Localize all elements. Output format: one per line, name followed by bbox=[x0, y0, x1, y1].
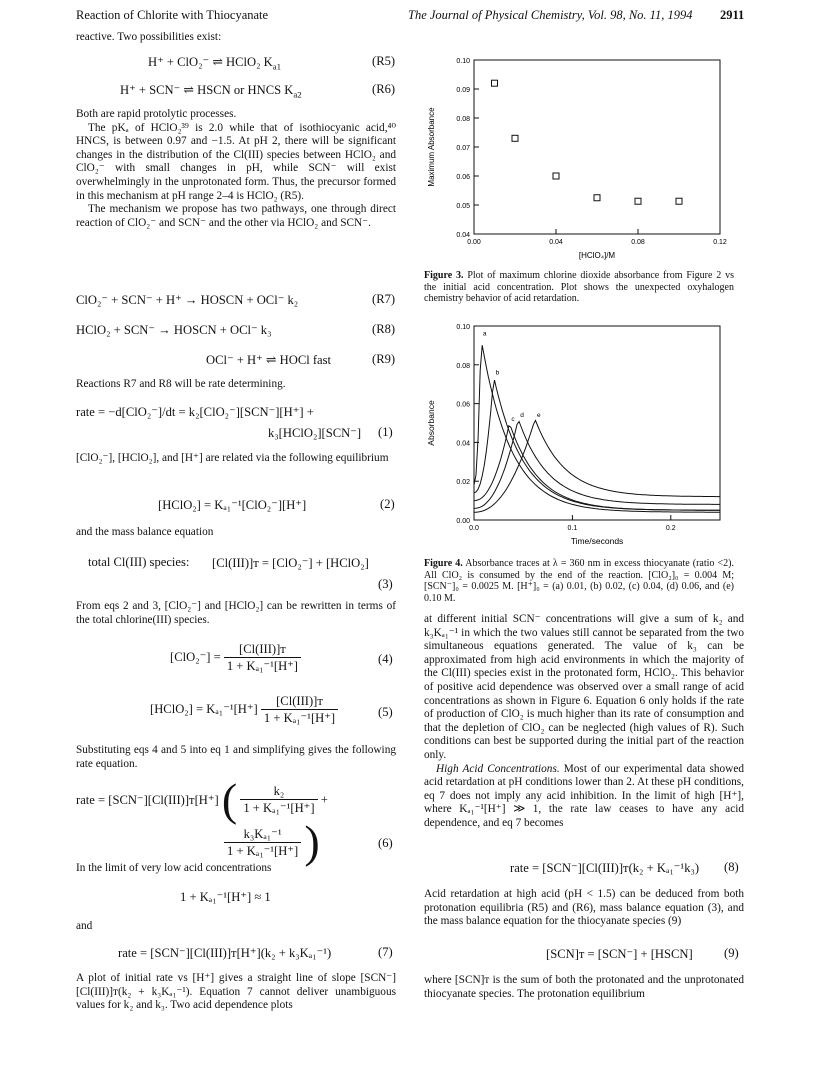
paragraph-mass-balance: and the mass balance equation bbox=[76, 526, 214, 538]
equation-r5-tag: (R5) bbox=[372, 54, 396, 68]
running-header-left: Reaction of Chlorite with Thiocyanate bbox=[76, 8, 269, 22]
page-number: 2911 bbox=[720, 8, 745, 22]
figure-3-caption: Figure 3. Plot of maximum chlorine dioxide absorbance from Figure 2 vs the initial acid concentration. Plot shows the unexpected oxyhalogen chemistry behavior of acid retardation. bbox=[424, 270, 734, 304]
equation-6-second-term: $\frac{\text{k₃Kₐ₁⁻¹}}{\text{1 + Kₐ₁⁻¹[H⁺]}}$ ) bbox=[224, 822, 320, 862]
figure-3-chart bbox=[410, 52, 740, 270]
equation-5: [HClO₂] = Kₐ₁⁻¹[H⁺] $\frac{\text{[Cl(III)]ᴛ}}{\text{1 + Kₐ₁⁻¹[H⁺]}}$ bbox=[150, 694, 338, 726]
equation-r9-tag: (R9) bbox=[372, 352, 396, 366]
y-tick-label: 0.08 bbox=[456, 116, 470, 123]
trace-label: a bbox=[482, 330, 487, 338]
equation-7: rate = [SCN⁻][Cl(III)]ᴛ[H⁺](k₂ + k₃Kₐ₁⁻¹) bbox=[118, 946, 332, 960]
equation-9-tag: (9) bbox=[724, 946, 739, 960]
x-tick-label: 0.08 bbox=[631, 239, 645, 246]
equation-6: rate = [SCN⁻][Cl(III)]ᴛ[H⁺] ( $\frac{\text{k₂}}{\text{1 + Kₐ₁⁻¹[H⁺]}}$ + bbox=[76, 774, 328, 825]
trace-label: d bbox=[520, 412, 524, 420]
trace-label: b bbox=[495, 369, 500, 377]
x-tick-label: 0.04 bbox=[549, 239, 563, 246]
trace-line bbox=[474, 380, 720, 510]
x-axis-label: Time/seconds bbox=[570, 536, 624, 546]
running-header-journal: The Journal of Physical Chemistry, Vol. 98, No. 11, 1994 bbox=[408, 8, 693, 22]
y-tick-label: 0.10 bbox=[456, 58, 470, 65]
equation-r8: HClO₂ + SCN⁻ → HOSCN + OCl⁻ k₃ bbox=[76, 323, 272, 337]
y-tick-label: 0.04 bbox=[456, 440, 470, 448]
equation-6-tag: (6) bbox=[378, 836, 393, 850]
y-tick-label: 0.02 bbox=[456, 479, 470, 487]
paragraph-substituting: Substituting eqs 4 and 5 into eq 1 and simplifying gives the following rate equation. bbox=[76, 744, 396, 770]
trace-line bbox=[474, 426, 720, 511]
data-point bbox=[635, 198, 641, 204]
trace-label: c bbox=[511, 416, 515, 423]
data-point bbox=[594, 195, 600, 201]
x-tick-label: 0.12 bbox=[713, 239, 727, 246]
paragraph-different-scn: at different initial SCN⁻ concentrations will give a sum of k₂ and k₃Kₐ₁⁻¹ in which the two values still cannot be separated from the two simultaneous equations generated. The value of k₃ can be approximated from high acid environments in which the majority of the Cl(III) species exist in the protonated form, HClO₂. This behavior of positive acid dependence was observed over a small range of acid concentrations as shown in Figure 6. Equation 6 only holds if the rate of production of ClO₂ is much higher than its rate of consumption and that the depletion of ClO₂ can be neglected (high values of R). Such conditions can best be supported during the initial part of the reaction only. High Acid Concentrations. Most of our experimental data showed acid retardation at pH conditions lower than 2. At these pH conditions, eq 7 does not imply any acid inhibition. In the limit of high [H⁺], where Kₐ₁⁻¹[H⁺] ≫ 1, the rate law ceases to have any acid dependence, and eq 7 becomes bbox=[424, 613, 744, 829]
equation-5-tag: (5) bbox=[378, 705, 393, 719]
equation-7-tag: (7) bbox=[378, 945, 393, 959]
y-tick-label: 0.09 bbox=[456, 87, 470, 94]
equation-r7-tag: (R7) bbox=[372, 292, 396, 306]
y-tick-label: 0.00 bbox=[456, 518, 470, 525]
equation-r6: H⁺ + SCN⁻ ⇌ HSCN or HNCS $K_{a2}$ bbox=[120, 83, 302, 100]
y-tick-label: 0.10 bbox=[456, 324, 470, 331]
paragraph-where: where [SCN]ᴛ is the sum of both the protonated and the unprotonated thiocyanate species. The protonation equilibrium bbox=[424, 974, 744, 1000]
paragraph-related: [ClO₂⁻], [HClO₂], and [H⁺] are related via the following equilibrium bbox=[76, 452, 389, 464]
equation-1-tag: (1) bbox=[378, 425, 393, 439]
paragraph-rewritten: From eqs 2 and 3, [ClO₂⁻] and [HClO₂] can be rewritten in terms of the total chlorine(III) species. bbox=[76, 600, 396, 626]
data-point bbox=[492, 80, 498, 86]
y-tick-label: 0.07 bbox=[456, 145, 470, 152]
x-tick-label: 0.00 bbox=[467, 239, 481, 246]
equation-r8-tag: (R8) bbox=[372, 322, 396, 336]
y-tick-label: 0.05 bbox=[456, 203, 470, 210]
paragraph-protolytic: Both are rapid protolytic processes. The pKₐ of HClO₂³⁹ is 2.0 while that of isothiocyanic acid,⁴⁰ HNCS, is between 0.97 and −1.5. At pH 2, there will be significant changes in the distribution of the Cl(III) species between HClO₂ and ClO₂⁻ with small changes in pH, while SCN⁻ will exist overwhelmingly in the unprotonated form. Thus, the precursor formed in this mechanism at pH range 2–4 is HClO₂ (R5). The mechanism we propose has two pathways, one through direct reaction of ClO₂⁻ and SCN⁻ and the other via HClO₂ and SCN⁻. bbox=[76, 108, 396, 229]
data-point bbox=[676, 198, 682, 204]
paragraph-limit: In the limit of very low acid concentrations bbox=[76, 862, 272, 874]
x-tick-label: 0.1 bbox=[567, 525, 578, 532]
paragraph-and: and bbox=[76, 920, 93, 932]
equation-9: [SCN]ᴛ = [SCN⁻] + [HSCN] bbox=[546, 947, 693, 961]
x-tick-label: 0.0 bbox=[469, 525, 479, 532]
equation-8-tag: (8) bbox=[724, 860, 739, 874]
equation-3: [Cl(III)]ᴛ = [ClO₂⁻] + [HClO₂] bbox=[212, 556, 369, 570]
equation-1-line2: k₃[HClO₂][SCN⁻] bbox=[268, 426, 362, 440]
y-tick-label: 0.06 bbox=[456, 174, 470, 181]
y-tick-label: 0.06 bbox=[456, 401, 470, 409]
equation-2-tag: (2) bbox=[380, 497, 395, 511]
equation-4: [ClO₂⁻] = $\frac{\text{[Cl(III)]ᴛ}}{\text{1 + Kₐ₁⁻¹[H⁺]}}$ bbox=[170, 642, 301, 674]
paragraph-intro: reactive. Two possibilities exist: bbox=[76, 31, 222, 43]
data-point bbox=[553, 173, 559, 179]
data-point bbox=[512, 135, 518, 141]
paragraph-rate-determining: Reactions R7 and R8 will be rate determining. bbox=[76, 378, 286, 390]
y-tick-label: 0.08 bbox=[456, 362, 470, 370]
equation-2: [HClO₂] = Kₐ₁⁻¹[ClO₂⁻][H⁺] bbox=[158, 498, 307, 512]
y-axis-label: Maximum Absorbance bbox=[427, 107, 436, 187]
paragraph-acid-retardation: Acid retardation at high acid (pH < 1.5) can be deduced from both protonation equilibria (R5) and (R6), mass balance equation (3), and the mass balance equation for the thiocyanate species (9) bbox=[424, 888, 744, 928]
equation-8: rate = [SCN⁻][Cl(III)]ᴛ(k₂ + Kₐ₁⁻¹k₃) bbox=[510, 861, 700, 875]
equation-r7: ClO₂⁻ + SCN⁻ + H⁺ → HOSCN + OCl⁻ k₂ bbox=[76, 293, 299, 307]
equation-limit: 1 + Kₐ₁⁻¹[H⁺] ≈ 1 bbox=[180, 890, 271, 904]
trace-label: e bbox=[537, 412, 541, 420]
y-tick-label: 0.04 bbox=[456, 232, 470, 239]
equation-r5: H⁺ + ClO₂⁻ ⇌ HClO₂ $K_{a1}$ bbox=[148, 55, 282, 72]
figure-4-chart bbox=[410, 318, 740, 556]
equation-1-line1: rate = −d[ClO₂⁻]/dt = k₂[ClO₂⁻][SCN⁻][H⁺] + bbox=[76, 405, 314, 419]
equation-3-tag: (3) bbox=[378, 577, 393, 591]
y-axis-label: Absorbance bbox=[426, 400, 436, 446]
paragraph-plot: A plot of initial rate vs [H⁺] gives a straight line of slope [SCN⁻][Cl(III)]ᴛ(k₂ + k₃Kₐ₁⁻¹). Equation 7 cannot deliver unambiguous values for k₂ and k₃. Two acid dependence plots bbox=[76, 972, 396, 1012]
equation-3-label: total Cl(III) species: bbox=[88, 555, 190, 569]
equation-r9: OCl⁻ + H⁺ ⇌ HOCl fast bbox=[206, 353, 332, 367]
equation-4-tag: (4) bbox=[378, 652, 393, 666]
plot-frame bbox=[474, 326, 720, 520]
x-axis-label: [HClO₄]/M bbox=[578, 251, 616, 260]
x-tick-label: 0.2 bbox=[665, 525, 676, 532]
plot-frame bbox=[474, 60, 720, 234]
equation-r6-tag: (R6) bbox=[372, 82, 396, 96]
figure-4-caption: Figure 4. Absorbance traces at λ = 360 nm in excess thiocyanate (ratio <2). All ClO₂ is consumed by the end of the reaction. [ClO₂]₀ = 0.004 M; [SCN⁻]₀ = 0.0025 M. [H⁺]₀ = (a) 0.01, (b) 0.02, (c) 0.04, (d) 0.06, and (e) 0.10 M. bbox=[424, 558, 734, 604]
